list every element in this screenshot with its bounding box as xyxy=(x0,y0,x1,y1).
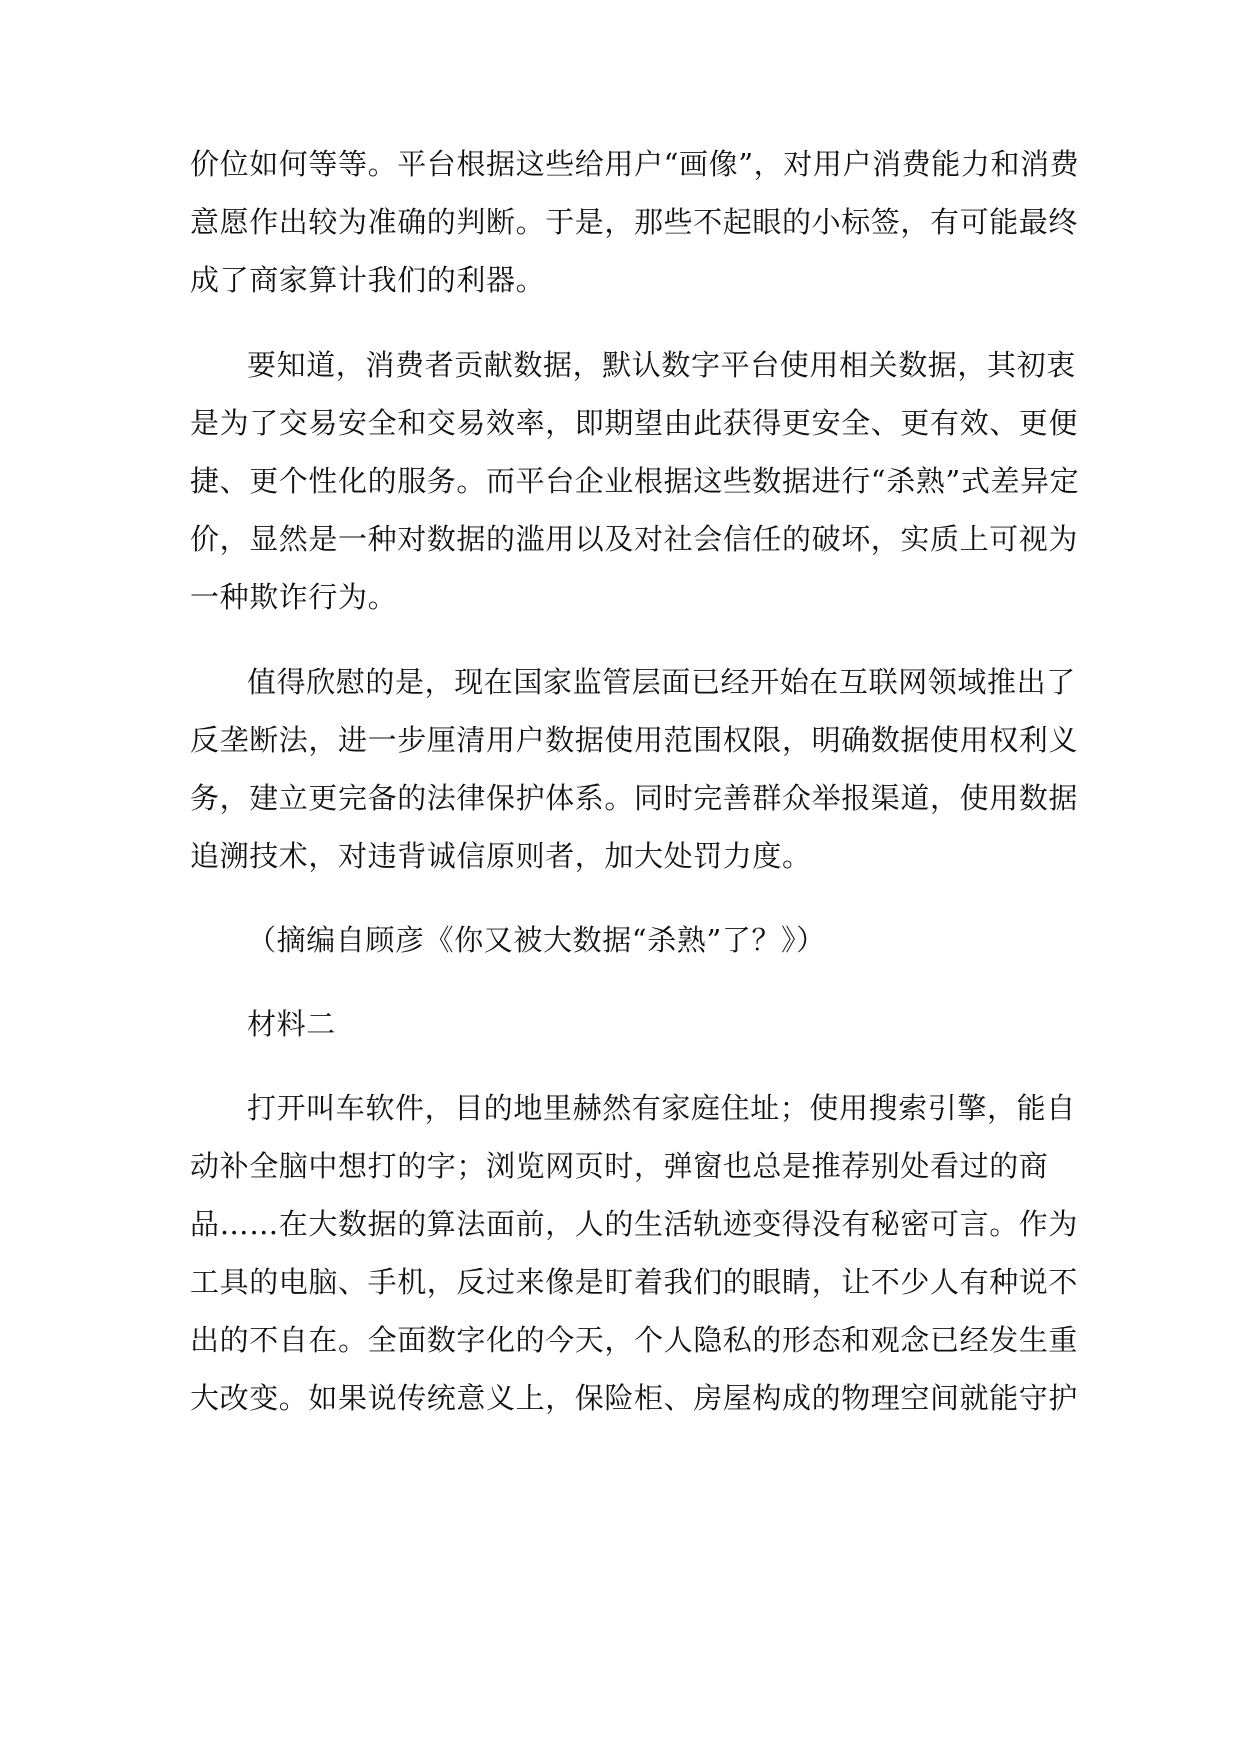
paragraph-3-line-1: 值得欣慰的是，现在国家监管层面已经开始在互联网领域推出了 xyxy=(247,665,1076,699)
paragraph-4-line-1: 打开叫车软件，目的地里赫然有家庭住址；使用搜索引擎，能自 xyxy=(247,1091,1076,1125)
paragraph-3-line-3: 务，建立更完备的法律保护体系。同时完善群众举报渠道，使用数据 xyxy=(190,781,1079,815)
paragraph-4-line-2: 动补全脑中想打的字；浏览网页时，弹窗也总是推荐别处看过的商 xyxy=(190,1149,1049,1183)
paragraph-1-line-3: 成了商家算计我们的利器。 xyxy=(190,263,546,297)
paragraph-1-line-2: 意愿作出较为准确的判断。于是，那些不起眼的小标签，有可能最终 xyxy=(190,205,1079,239)
paragraph-4-line-3: 品……在大数据的算法面前，人的生活轨迹变得没有秘密可言。作为 xyxy=(190,1207,1079,1241)
paragraph-2-line-3: 捷、更个性化的服务。而平台企业根据这些数据进行“杀熟”式差异定 xyxy=(190,464,1080,498)
paragraph-3-line-2: 反垄断法，进一步厘清用户数据使用范围权限，明确数据使用权利义 xyxy=(190,723,1079,757)
paragraph-3-line-4: 追溯技术，对违背诚信原则者，加大处罚力度。 xyxy=(190,839,812,873)
paragraph-1-line-1: 价位如何等等。平台根据这些给用户“画像”，对用户消费能力和消费 xyxy=(190,147,1080,181)
paragraph-2-line-4: 价，显然是一种对数据的滥用以及对社会信任的破坏，实质上可视为 xyxy=(190,522,1079,556)
paragraph-2-line-2: 是为了交易安全和交易效率，即期望由此获得更安全、更有效、更便 xyxy=(190,406,1079,440)
paragraph-2-line-1: 要知道，消费者贡献数据，默认数字平台使用相关数据，其初衷 xyxy=(247,348,1076,382)
material-2-heading: 材料二 xyxy=(247,1007,336,1041)
paragraph-2-line-5: 一种欺诈行为。 xyxy=(190,580,398,614)
paragraph-4-line-4: 工具的电脑、手机，反过来像是盯着我们的眼睛，让不少人有种说不 xyxy=(190,1265,1079,1299)
paragraph-4-line-5: 出的不自在。全面数字化的今天，个人隐私的形态和观念已经发生重 xyxy=(190,1323,1079,1357)
paragraph-4-line-6: 大改变。如果说传统意义上，保险柜、房屋构成的物理空间就能守护 xyxy=(190,1381,1079,1415)
source-note: （摘编自顾彦《你又被大数据“杀熟”了？》） xyxy=(247,923,826,957)
